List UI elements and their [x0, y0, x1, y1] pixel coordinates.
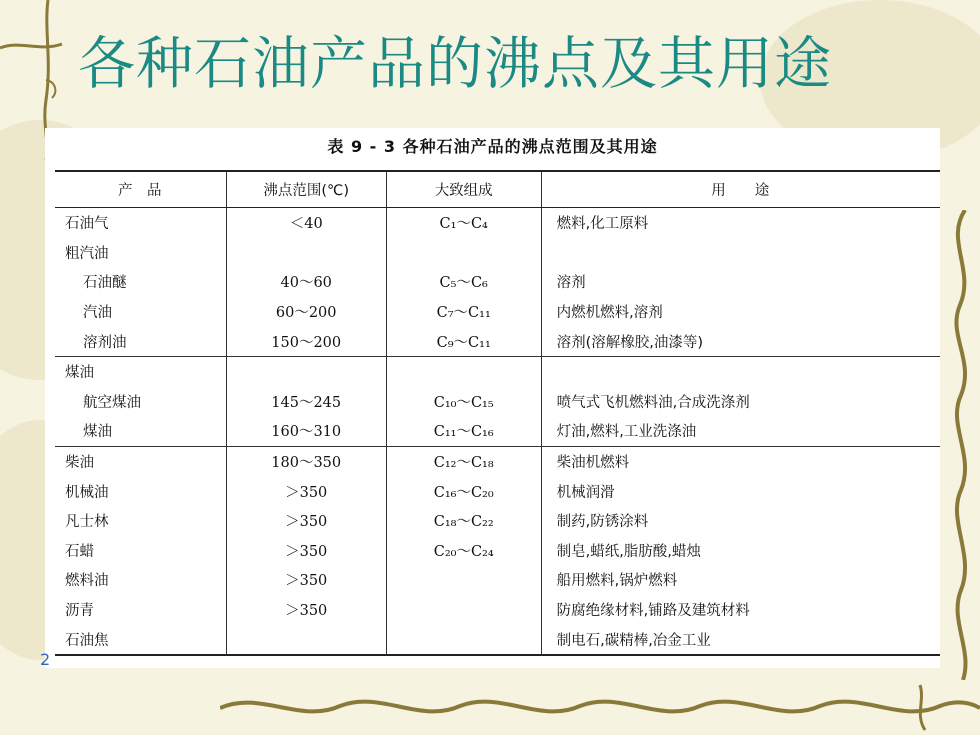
- cell-use: 内燃机燃料,溶剂: [541, 297, 940, 327]
- cell-composition: [386, 595, 541, 625]
- table-row: [55, 416, 940, 446]
- table-row: [55, 387, 940, 417]
- header-boiling-range: 沸点范围(℃): [226, 171, 386, 208]
- cell-use: 机械润滑: [541, 476, 940, 506]
- cell-composition: C₁₆～C₂₀: [386, 476, 541, 506]
- cell-product: 汽油: [83, 305, 112, 322]
- cell-composition: C₁～C₄: [386, 208, 541, 238]
- cell-use: 制药,防锈涂料: [541, 506, 940, 536]
- cell-boiling-range: 40～60: [226, 267, 386, 297]
- cell-composition: C₂₀～C₂₄: [386, 536, 541, 566]
- table-row: [55, 267, 940, 297]
- table-row: [55, 208, 940, 238]
- cell-product: 煤油: [55, 356, 226, 386]
- cell-product: 粗汽油: [65, 245, 109, 262]
- vine-decoration-bottom: [220, 680, 980, 735]
- header-composition: 大致组成: [386, 171, 541, 208]
- table-row: [55, 356, 940, 386]
- slide-title: 各种石油产品的沸点及其用途: [78, 31, 832, 97]
- cell-product: 石油气: [65, 216, 109, 233]
- cell-composition: C₅～C₆: [386, 267, 541, 297]
- cell-product: 石油焦: [55, 624, 226, 655]
- table-header-row: [55, 171, 940, 208]
- cell-composition: [386, 624, 541, 655]
- cell-product: 石油醚: [83, 275, 127, 292]
- table-row: [55, 446, 940, 476]
- cell-composition: C₇～C₁₁: [386, 297, 541, 327]
- cell-use: 溶剂(溶解橡胶,油漆等): [541, 326, 940, 356]
- cell-composition: [386, 238, 541, 268]
- cell-composition: [386, 565, 541, 595]
- table-row: [55, 536, 940, 566]
- cell-product: 凡士林: [65, 514, 109, 531]
- cell-use: 制皂,蜡纸,脂肪酸,蜡烛: [541, 536, 940, 566]
- cell-boiling-range: ＞350: [226, 506, 386, 536]
- cell-use: 柴油机燃料: [541, 446, 940, 476]
- cell-composition: C₁₁～C₁₆: [386, 416, 541, 446]
- header-product: 产 品: [55, 171, 226, 208]
- table-row: [55, 238, 940, 268]
- cell-composition: C₁₈～C₂₂: [386, 506, 541, 536]
- cell-boiling-range: 60～200: [226, 297, 386, 327]
- table-row: [55, 624, 940, 655]
- cell-boiling-range: [226, 238, 386, 268]
- cell-use: [541, 356, 940, 386]
- scanned-table-page: [45, 128, 940, 668]
- cell-use: 制电石,碳精棒,冶金工业: [541, 624, 940, 655]
- cell-boiling-range: [226, 624, 386, 655]
- table-row: [55, 326, 940, 356]
- cell-composition: C₉～C₁₁: [386, 326, 541, 356]
- table-row: [55, 506, 940, 536]
- cell-use: [541, 238, 940, 268]
- petroleum-products-table: [55, 170, 940, 656]
- cell-product: 石蜡: [65, 543, 94, 560]
- cell-product: 溶剂油: [83, 334, 127, 351]
- table-row: [55, 595, 940, 625]
- cell-product: 煤油: [83, 424, 112, 441]
- cell-use: 灯油,燃料,工业洗涤油: [541, 416, 940, 446]
- vine-decoration-right: [935, 210, 980, 680]
- cell-product: 航空煤油: [83, 394, 141, 411]
- cell-product: 柴油: [55, 446, 226, 476]
- cell-boiling-range: 145～245: [226, 387, 386, 417]
- cell-use: 溶剂: [541, 267, 940, 297]
- cell-boiling-range: ＞350: [226, 476, 386, 506]
- cell-boiling-range: [226, 356, 386, 386]
- table-body: [55, 208, 940, 655]
- table-row: [55, 565, 940, 595]
- cell-product: 机械油: [65, 484, 109, 501]
- cell-use: 防腐绝缘材料,铺路及建筑材料: [541, 595, 940, 625]
- cell-boiling-range: 180～350: [226, 446, 386, 476]
- table-row: [55, 297, 940, 327]
- cell-boiling-range: ＞350: [226, 565, 386, 595]
- cell-boiling-range: ＜40: [226, 208, 386, 238]
- cell-composition: C₁₂～C₁₈: [386, 446, 541, 476]
- cell-use: 喷气式飞机燃料油,合成洗涤剂: [541, 387, 940, 417]
- cell-product: 燃料油: [65, 573, 109, 590]
- page-number: 2: [40, 650, 51, 669]
- cell-boiling-range: 160～310: [226, 416, 386, 446]
- cell-use: 船用燃料,锅炉燃料: [541, 565, 940, 595]
- table-caption: 表 9 - 3 各种石油产品的沸点范围及其用途: [327, 137, 658, 156]
- cell-composition: [386, 356, 541, 386]
- table-row: [55, 476, 940, 506]
- cell-use: 燃料,化工原料: [541, 208, 940, 238]
- cell-composition: C₁₀～C₁₅: [386, 387, 541, 417]
- cell-product: 沥青: [65, 603, 94, 620]
- cell-boiling-range: ＞350: [226, 595, 386, 625]
- header-use: 用 途: [541, 171, 940, 208]
- cell-boiling-range: 150～200: [226, 326, 386, 356]
- cell-boiling-range: ＞350: [226, 536, 386, 566]
